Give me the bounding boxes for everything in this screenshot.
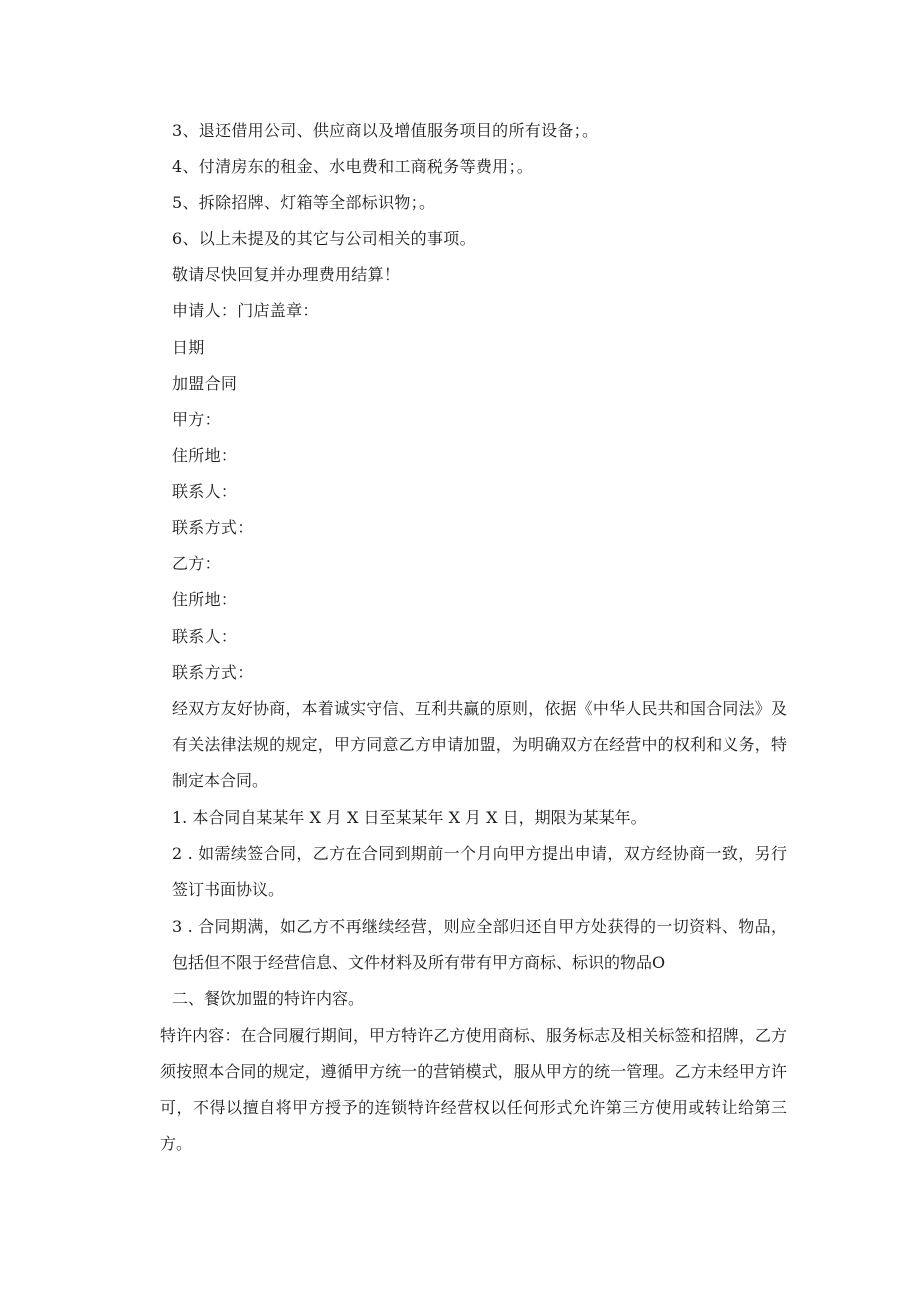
party-a-contact: 联系人： [172, 482, 238, 501]
contract-title: 加盟合同 [172, 374, 238, 393]
clause-3: 3 . 合同期满，如乙方不再继续经营，则应全部归还自甲方处获得的一切资料、物品，包括但不限于经营信息、文件材料及所有带有甲方商标、标识的物品O [172, 917, 787, 972]
party-a-contact-method: 联系方式： [172, 518, 254, 537]
applicant-line: 申请人：门店盖章： [172, 301, 319, 320]
party-a-address: 住所地： [172, 446, 238, 465]
date-line: 日期 [172, 338, 205, 357]
clause-1: 1. 本合同自某某年 X 月 X 日至某某年 X 月 X 日，期限为某某年。 [172, 808, 647, 827]
item-4-pay-landlord: 4、付清房东的租金、水电费和工商税务等费用；。 [172, 157, 534, 176]
item-3-return-equipment: 3、退还借用公司、供应商以及增值服务项目的所有设备；。 [172, 121, 599, 140]
party-b-address: 住所地： [172, 590, 238, 609]
item-5-remove-signs: 5、拆除招牌、灯箱等全部标识物；。 [172, 193, 436, 212]
party-b-contact-method: 联系方式： [172, 663, 254, 682]
request-reply-line: 敬请尽快回复并办理费用结算！ [172, 265, 401, 284]
clause-2: 2 . 如需续签合同，乙方在合同到期前一个月向甲方提出申请，双方经协商一致，另行签订书面协议。 [172, 844, 787, 899]
party-a-label: 甲方： [172, 410, 221, 429]
party-b-label: 乙方： [172, 554, 221, 573]
item-6-other-matters: 6、以上未提及的其它与公司相关的事项。 [172, 229, 476, 248]
party-b-contact: 联系人： [172, 627, 238, 646]
preamble-paragraph: 经双方友好协商，本着诚实守信、互利共赢的原则，依据《中华人民共和国合同法》及有关法律法规的规定，甲方同意乙方申请加盟，为明确双方在经营中的权利和义务，特制定本合同。 [172, 699, 787, 790]
franchise-content-paragraph: 特许内容：在合同履行期间，甲方特许乙方使用商标、服务标志及相关标签和招牌，乙方须按照本合同的规定，遵循甲方统一的营销模式，服从甲方的统一管理。乙方未经甲方许可，不得以擅自将甲方授予的连锁特许经营权以任何形式允许第三方使用或转让给第三方。 [160, 1026, 787, 1153]
section-2-heading: 二、餐饮加盟的特许内容。 [172, 989, 365, 1008]
